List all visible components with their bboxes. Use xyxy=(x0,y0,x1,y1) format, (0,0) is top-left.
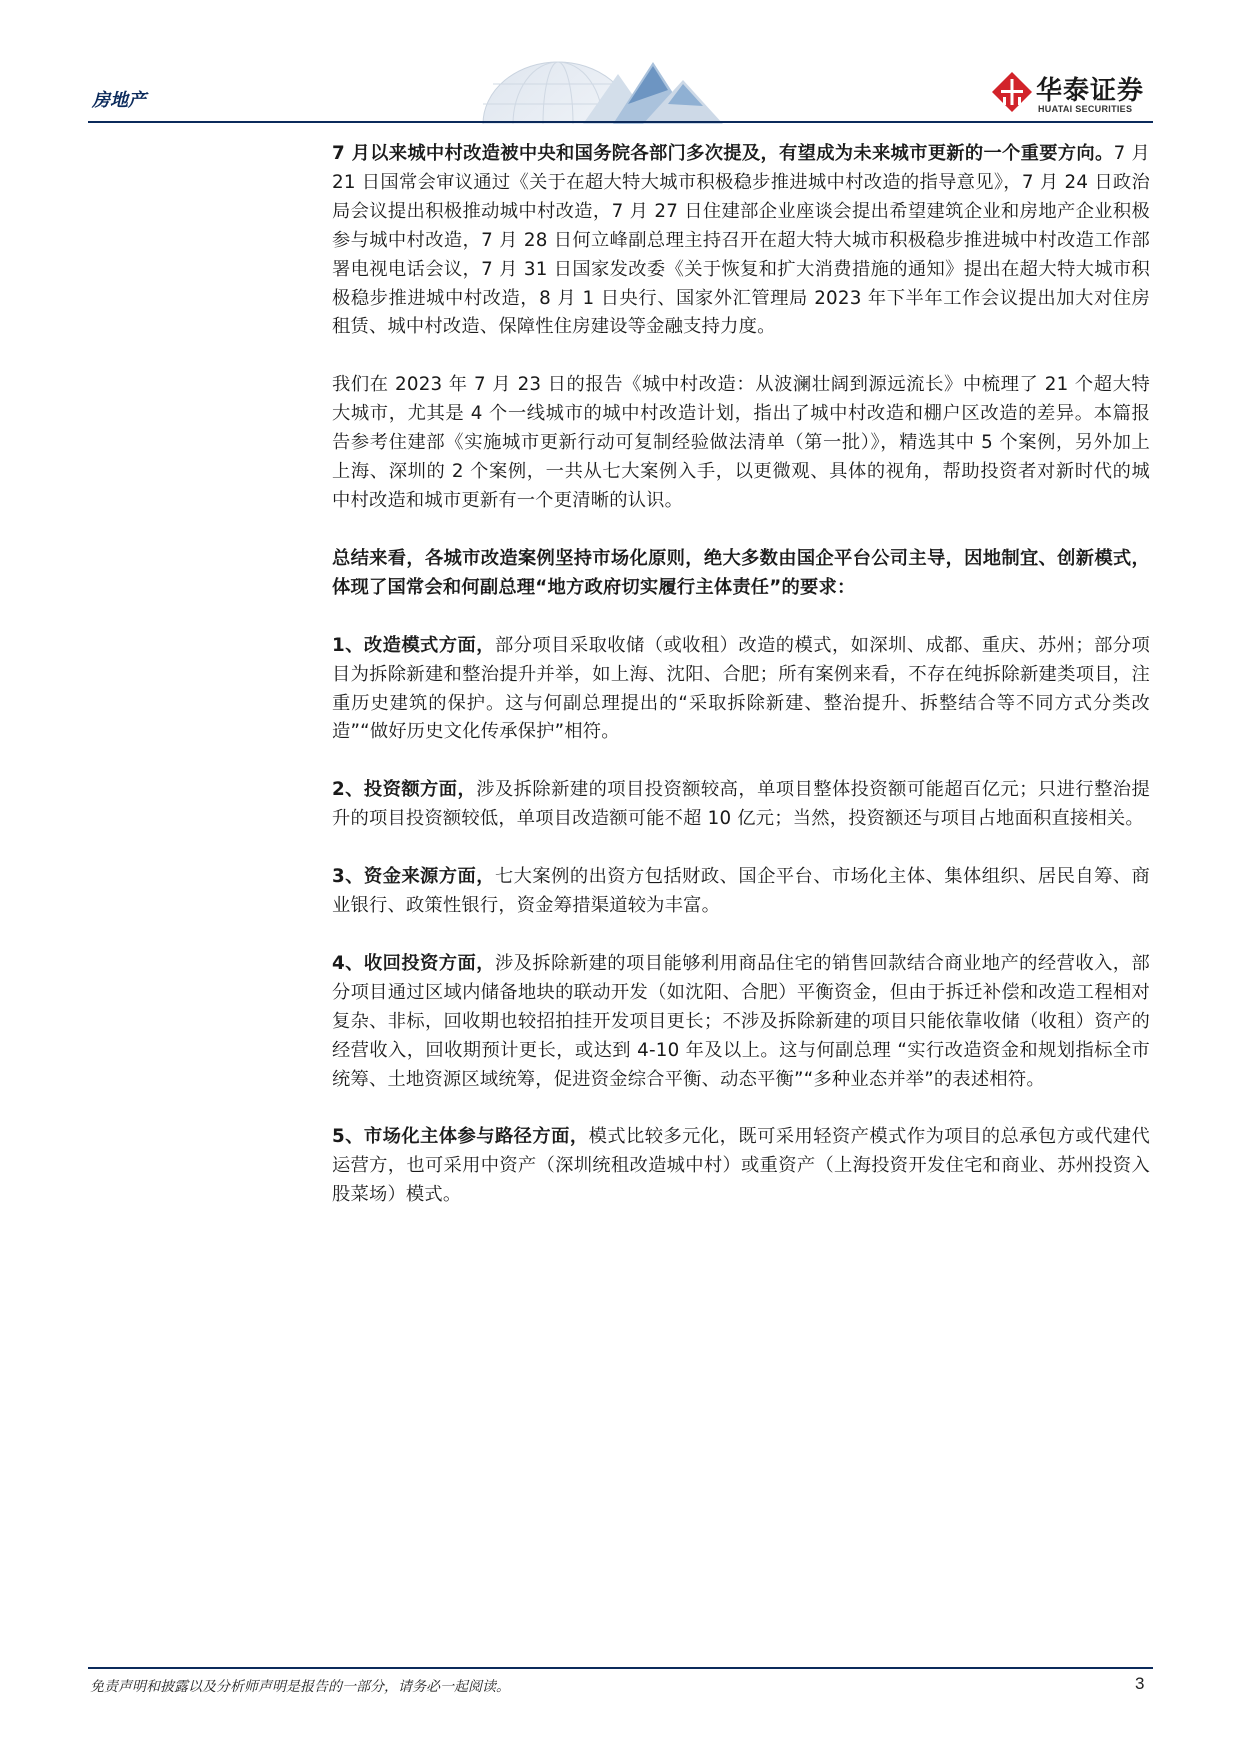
paragraph-lead: 1、改造模式方面， xyxy=(332,634,495,656)
header-divider xyxy=(88,121,1153,123)
paragraph-text: 模式比较多元化，既可采用轻资产模式作为项目的总承包方或代建代运营方，也可采用中资产（深圳统租改造城中村）或重资产（上海投资开发住宅和商业、苏州投资入股菜场）模式。 xyxy=(332,1126,1150,1206)
paragraph-summary xyxy=(332,545,1150,603)
paragraph-lead: 总结来看，各城市改造案例坚持市场化原则，绝大多数由国企平台公司主导，因地制宜、创新模式，体现了国常会和何副总理“地方政府切实履行主体责任”的要求： xyxy=(332,547,1150,598)
paragraph-text: 我们在 2023 年 7 月 23 日的报告《城中村改造：从波澜壮阔到源远流长》中梳理了 21 个超大特大城市，尤其是 4 个一线城市的城中村改造计划，指出了城中村改造和棚户区改造的差异。本篇报告参考住建部《实施城市更新行动可复制经验做法清单（第一批）》，精选其中 5 个案例，另外加上上海、深圳的 2 个案例，一共从七大案例入手，以更微观、具体的视角，帮助投资者对新时代的城中村改造和城市更新有一个更清晰的认识。 xyxy=(332,374,1150,511)
paragraph-lead: 7 月以来城中村改造被中央和国务院各部门多次提及，有望成为未来城市更新的一个重要方向。 xyxy=(332,143,1114,164)
paragraph-point-2 xyxy=(332,776,1150,834)
paragraph-text: 涉及拆除新建的项目投资额较高，单项目整体投资额可能超百亿元；只进行整治提升的项目投资额较低，单项目改造额可能不超 10 亿元；当然，投资额还与项目占地面积直接相关。 xyxy=(332,779,1151,830)
huatai-logo-icon xyxy=(990,70,1034,114)
paragraph-lead: 2、投资额方面， xyxy=(332,779,477,801)
globe-graphic xyxy=(478,44,788,124)
paragraph-text: 7 月 21 日国常会审议通过《关于在超大特大城市积极稳步推进城中村改造的指导意见》，7 月 24 日政治局会议提出积极推动城中村改造，7 月 27 日住建部企业座谈会提出希望建筑企业和房地产企业积极参与城中村改造，7 月 28 日何立峰副总理主持召开在超大特大城市积极稳步推进城中村改造工作部署电视电话会议，7 月 31 日国家发改委《关于恢复和扩大消费措施的通知》提出在超大特大城市积极稳步推进城中村改造，8 月 1 日央行、国家外汇管理局 2023 年下半年工作会议提出加大对住房租赁、城中村改造、保障性住房建设等金融支持力度。 xyxy=(332,143,1151,338)
paragraph-lead: 4、收回投资方面， xyxy=(332,952,495,974)
section-tag: 房地产 xyxy=(92,90,146,111)
paragraph-text: 部分项目采取收储（或收租）改造的模式，如深圳、成都、重庆、苏州；部分项目为拆除新建和整治提升并举，如上海、沈阳、合肥；所有案例来看，不存在纯拆除新建类项目，注重历史建筑的保护。这与何副总理提出的“采取拆除新建、整治提升、拆整结合等不同方式分类改造”“做好历史文化传承保护”相符。 xyxy=(332,634,1150,743)
paragraph-point-4 xyxy=(332,950,1150,1095)
report-body xyxy=(332,140,1150,1239)
paragraph-report-intro xyxy=(332,371,1150,516)
paragraph-lead: 3、资金来源方面， xyxy=(332,866,495,888)
paragraph-policy-timeline xyxy=(332,140,1150,342)
paragraph-text: 涉及拆除新建的项目能够利用商品住宅的销售回款结合商业地产的经营收入，部分项目通过区域内储备地块的联动开发（如沈阳、合肥）平衡资金，但由于拆迁补偿和改造工程相对复杂、非标，回收期也较招拍挂开发项目更长；不涉及拆除新建的项目只能依靠收储（收租）资产的经营收入，回收期预计更长，或达到 4-10 年及以上。这与何副总理 “实行改造资金和规划指标全市统筹、土地资源区域统筹，促进资金综合平衡、动态平衡”“多种业态并举”的表述相符。 xyxy=(332,952,1150,1090)
paragraph-point-1 xyxy=(332,632,1150,748)
page-number: 3 xyxy=(1135,1674,1145,1693)
footer-disclaimer: 免责声明和披露以及分析师声明是报告的一部分，请务必一起阅读。 xyxy=(90,1679,510,1695)
logo-name-cn: 华泰证券 xyxy=(1036,76,1145,106)
paragraph-point-3 xyxy=(332,863,1150,921)
footer-divider xyxy=(88,1667,1153,1669)
page-header xyxy=(0,0,1241,125)
paragraph-lead: 5、市场化主体参与路径方面， xyxy=(332,1126,589,1148)
paragraph-text: 七大案例的出资方包括财政、国企平台、市场化主体、集体组织、居民自筹、商业银行、政策性银行，资金筹措渠道较为丰富。 xyxy=(332,866,1150,917)
paragraph-point-5 xyxy=(332,1123,1150,1210)
logo-name-en: HUATAI SECURITIES xyxy=(1038,104,1133,114)
